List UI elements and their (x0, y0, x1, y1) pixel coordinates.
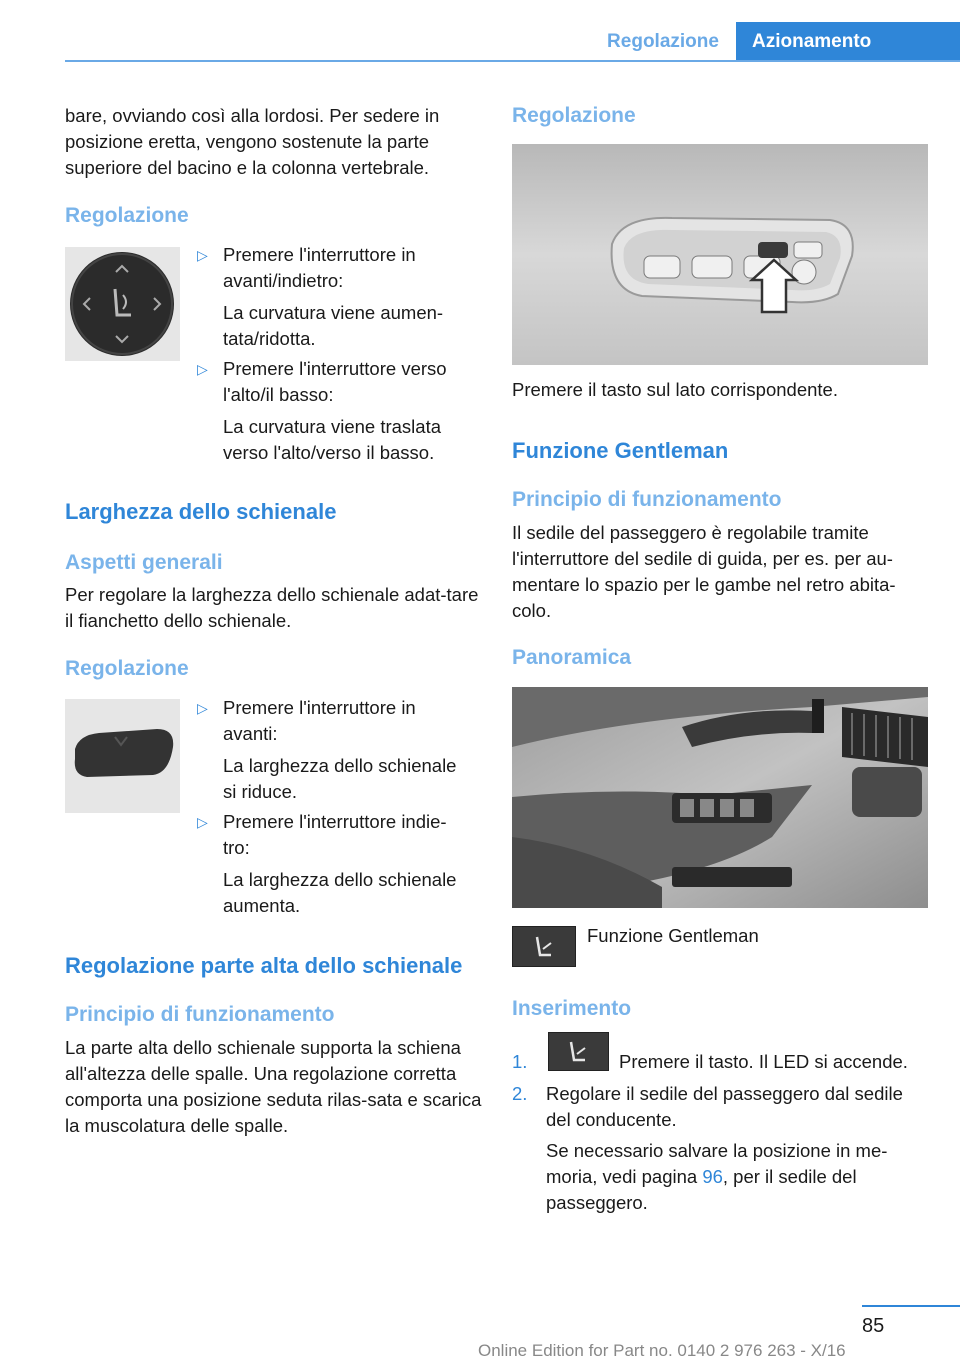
width-switch-icon (65, 699, 180, 813)
principio-left-paragraph: La parte alta dello schienale supporta la schiena all'altezza delle spalle. Una regolazione corretta comporta una posizione seduta rilas‐sata e scarica la muscolatura delle spalle. (65, 1037, 482, 1136)
heading-inserimento: Inserimento (512, 997, 632, 1020)
seat-switch-photo (512, 144, 928, 365)
heading-principio-right: Principio di funzionamento (512, 488, 782, 511)
footer-rule (862, 1305, 960, 1307)
heading-regolazione-right: Regolazione (512, 104, 636, 127)
intro-paragraph: bare, ovviando così alla lordosi. Per sedere in posizione eretta, vengono sostenute la parte superiore del bacino e la colonna vertebrale. (65, 105, 440, 178)
lumbar-switch-image (65, 247, 180, 361)
page-link[interactable]: 96 (702, 1166, 723, 1187)
gentleman-button-icon[interactable] (548, 1032, 609, 1071)
lumbar-switch-icon (65, 247, 180, 361)
principio-right-paragraph: Il sedile del passeggero è regolabile tramite l'interruttore del sedile di guida, per es. per au‐mentare lo spazio per le gambe nel retro abita‐colo. (512, 522, 896, 621)
regolazione-caption: Premere il tasto sul lato corrispondente. (512, 379, 838, 400)
heading-parte-alta: Regolazione parte alta dello schienale (65, 953, 463, 978)
page-number: 85 (862, 1315, 885, 1337)
heading-gentleman: Funzione Gentleman (512, 438, 729, 463)
heading-regolazione-2: Regolazione (65, 657, 189, 680)
heading-larghezza: Larghezza dello schienale (65, 499, 337, 524)
heading-regolazione-1: Regolazione (65, 204, 189, 227)
aspetti-paragraph: Per regolare la larghezza dello schienale adat‐tare il fianchetto dello schienale. (65, 584, 479, 631)
step-number: 1. (512, 1051, 528, 1072)
width-switch-image (65, 699, 180, 813)
heading-aspetti-generali: Aspetti generali (65, 551, 223, 574)
step2-subtext: Se necessario salvare la posizione in me‐moria, vedi pagina 96, per il sedile del passeggero. (546, 1140, 888, 1213)
step2-text: Regolare il sedile del passeggero dal sedile del conducente. (546, 1083, 903, 1130)
step-number: 2. (512, 1083, 528, 1104)
footer-edition: Online Edition for Part no. 0140 2 976 263 - X/16 (478, 1341, 846, 1360)
icon-label: Funzione Gentleman (587, 925, 759, 946)
door-panel-photo (512, 687, 928, 908)
gentleman-button-icon (512, 926, 576, 967)
header-tab-regolazione[interactable]: Regolazione (607, 31, 719, 52)
header-tab-azionamento[interactable]: Azionamento (736, 22, 960, 62)
heading-principio-left: Principio di funzionamento (65, 1003, 335, 1026)
header-rule (65, 60, 960, 62)
step1-text: Premere il tasto. Il LED si accende. (619, 1051, 908, 1072)
heading-panoramica: Panoramica (512, 646, 632, 669)
